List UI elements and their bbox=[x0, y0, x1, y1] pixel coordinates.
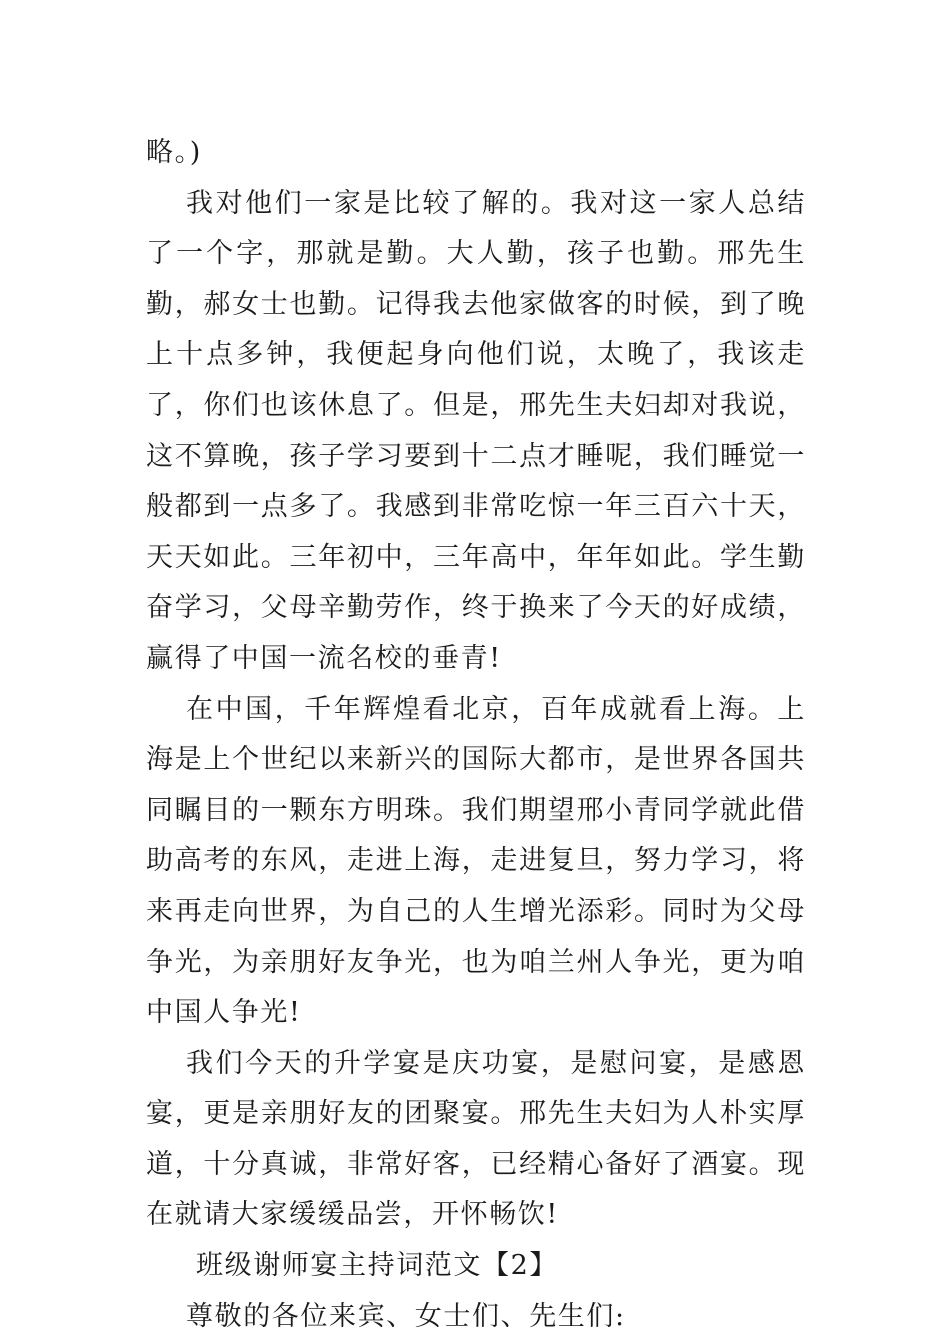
document-body bbox=[146, 128, 806, 1342]
paragraph-banquet: 我们今天的升学宴是庆功宴，是慰问宴，是感恩宴，更是亲朋好友的团聚宴。邢先生夫妇为人朴实厚道，十分真诚，非常好客，已经精心备好了酒宴。现在就请大家缓缓品尝，开怀畅饮! bbox=[146, 1047, 806, 1231]
paragraph-shanghai: 在中国，千年辉煌看北京，百年成就看上海。上海是上个世纪以来新兴的国际大都市，是世界各国共同瞩目的一颗东方明珠。我们期望邢小青同学就此借助高考的东风，走进上海，走进复旦，努力学习，将来再走向世界，为自己的人生增光添彩。同时为父母争光，为亲朋好友争光，也为咱兰州人争光，更为咱中国人争光! bbox=[146, 693, 806, 1029]
section-heading: 班级谢师宴主持词范文【2】 bbox=[196, 1250, 558, 1282]
salutation: 尊敬的各位来宾、女士们、先生们: bbox=[186, 1300, 626, 1332]
paragraph-continuation: 略。) bbox=[146, 137, 202, 168]
paragraph-family-diligence: 我对他们一家是比较了解的。我对这一家人总结了一个字，那就是勤。大人勤，孩子也勤。邢先生勤，郝女士也勤。记得我去他家做客的时候，到了晚上十点多钟，我便起身向他们说，太晚了，我该走了，你们也该休息了。但是，邢先生夫妇却对我说，这不算晚，孩子学习要到十二点才睡呢，我们睡觉一般都到一点多了。我感到非常吃惊一年三百六十天，天天如此。三年初中，三年高中，年年如此。学生勤奋学习，父母辛勤劳作，终于换来了今天的好成绩，赢得了中国一流名校的垂青! bbox=[146, 187, 806, 674]
